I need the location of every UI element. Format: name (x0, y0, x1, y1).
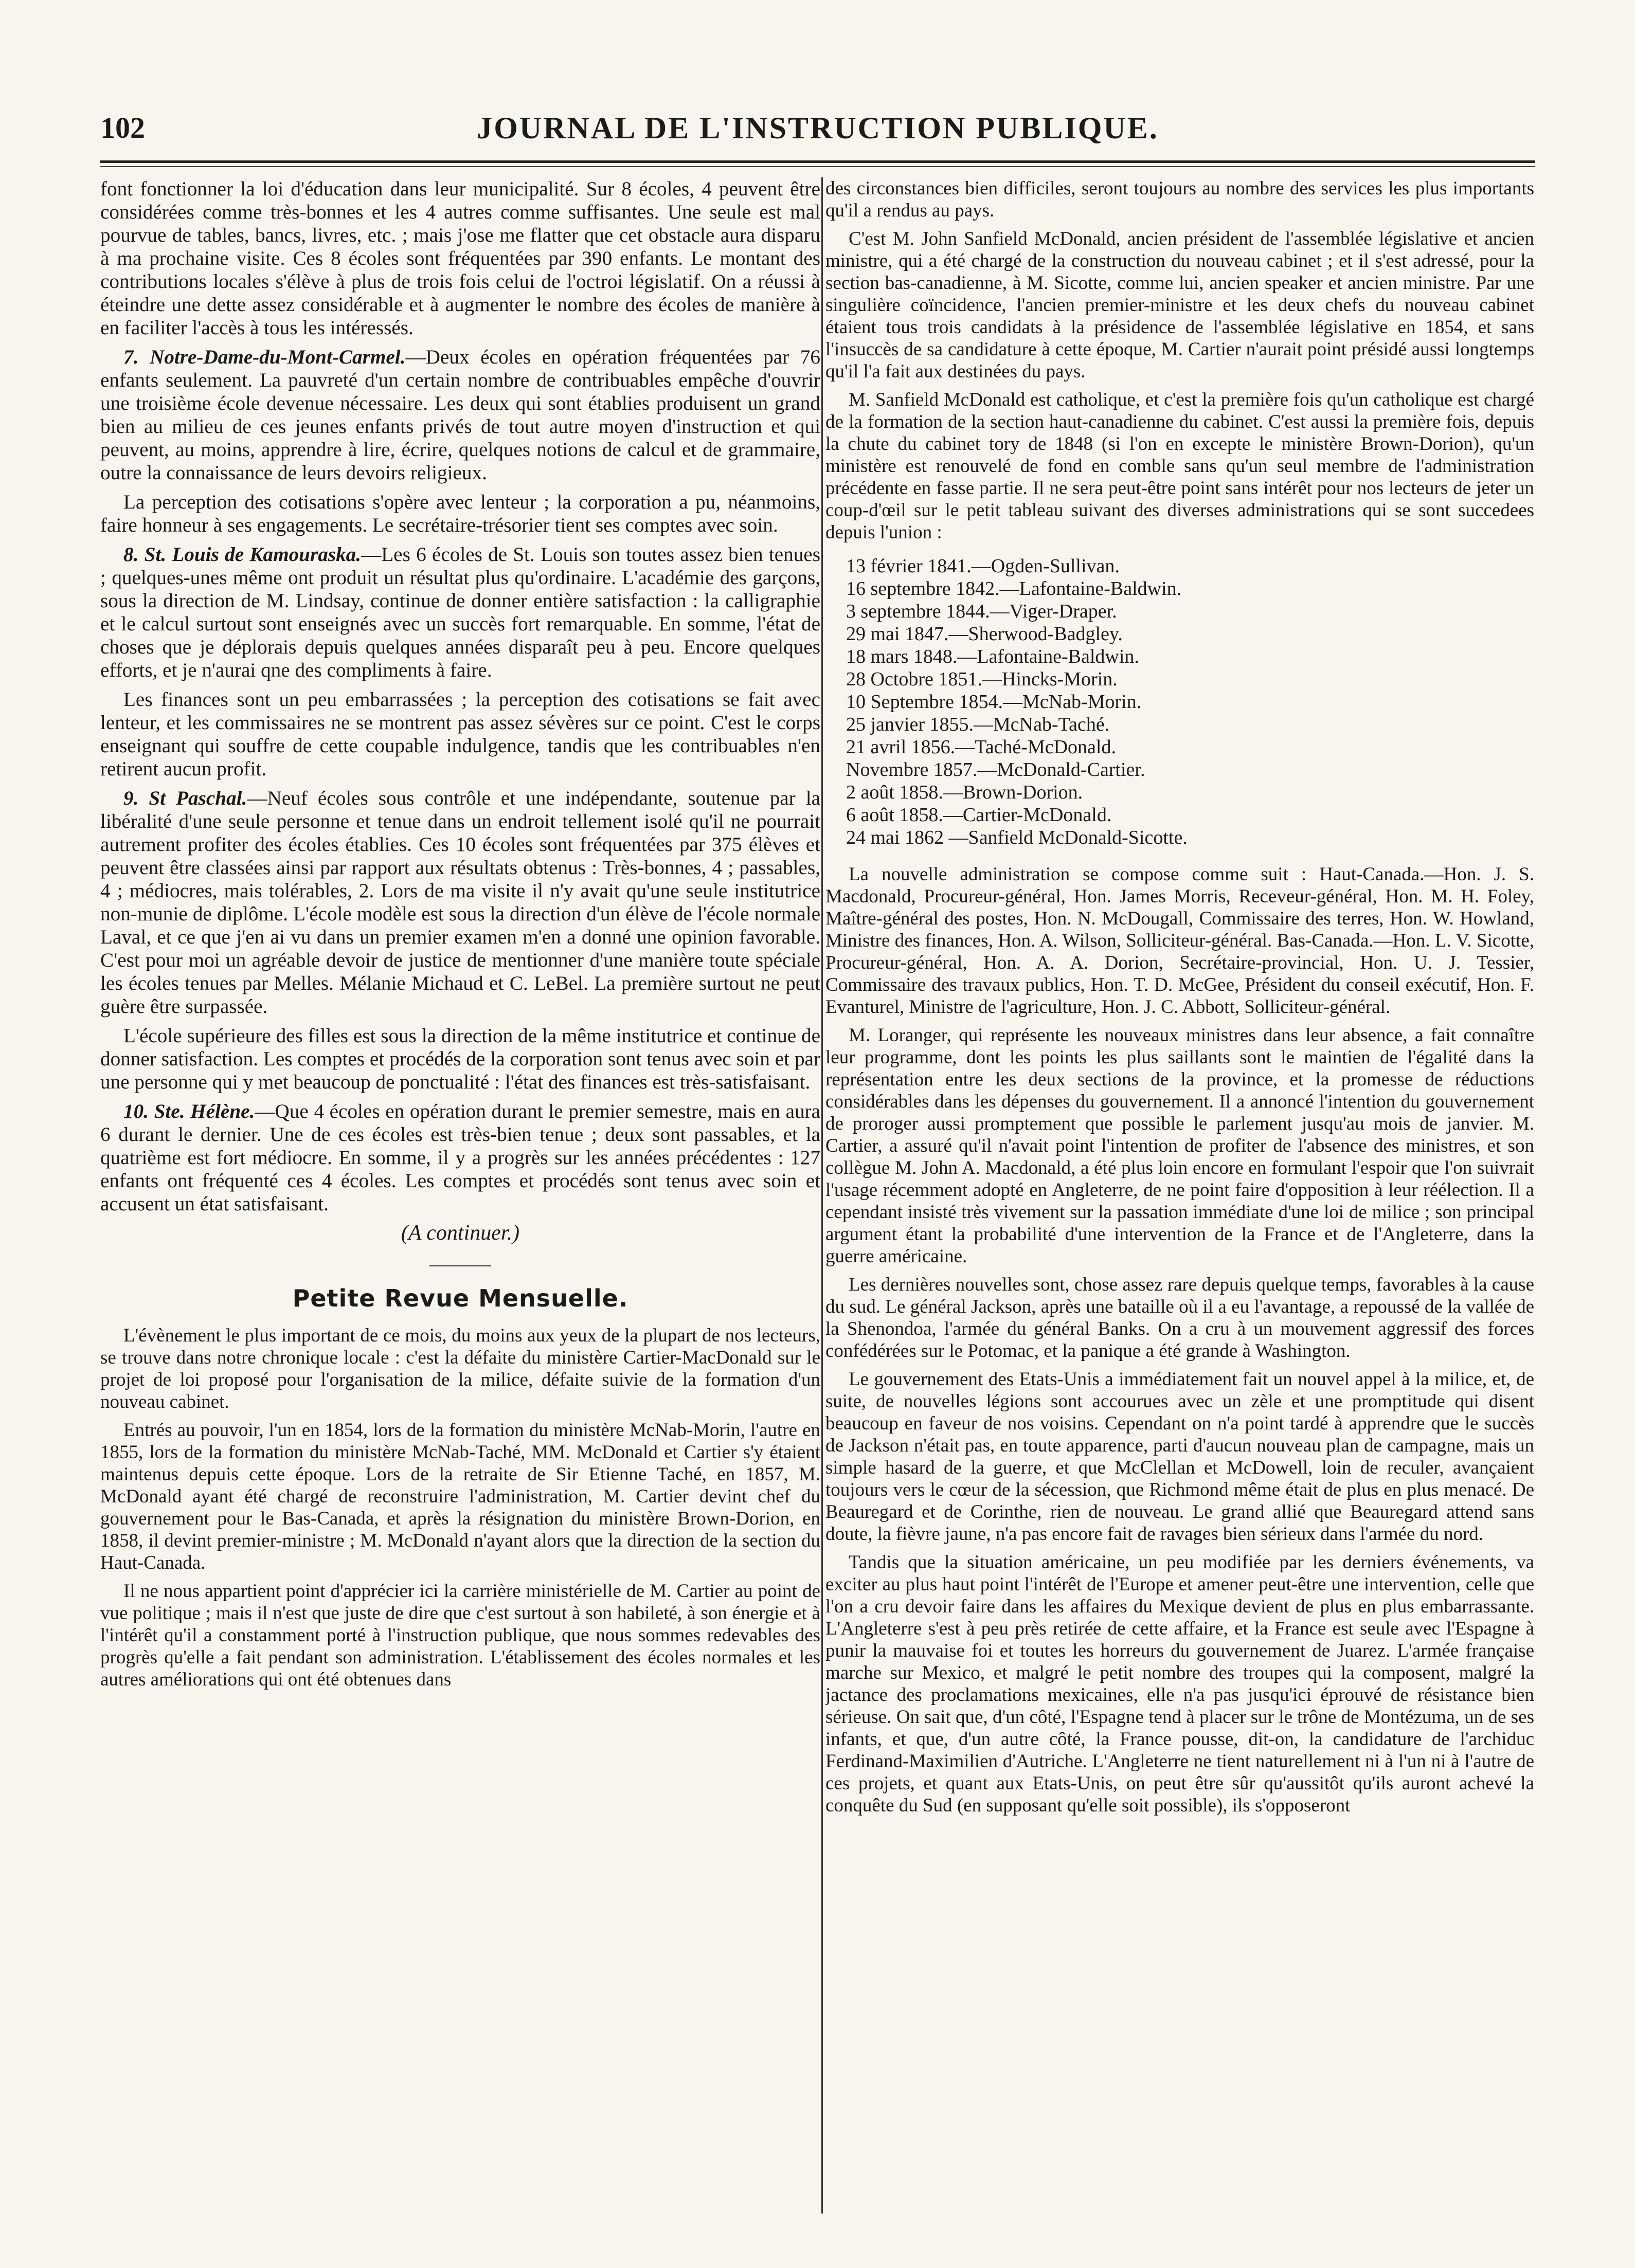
list-item: Novembre 1857.—McDonald-Cartier. (846, 759, 1145, 781)
section-name: 8. St. Louis de Kamouraska. (123, 543, 362, 566)
list-item: 18 mars 1848.—Lafontaine-Baldwin. (846, 646, 1139, 667)
paragraph: Tandis que la situation américaine, un peu modifiée par les derniers événements, va exciter au plus haut point l'intérêt de l'Europe et amener peut-être une intervention, celle que l'on a cru devoir faire dans les affaires du Mexique devient de plus en plus embarrassante. L'Angleterre s'est à peu près retirée de cette affaire, et la France est seule avec l'Espagne à punir la mauvaise foi et toutes les horreurs du gouvernement de Juarez. L'armée française marche sur Mexico, et malgré le petit nombre des troupes qui la composent, malgré la jactance des proclamations mexicaines, elle n'a pas jusqu'ici éprouvé de résistance bien sérieuse. On sait que, d'un côté, l'Espagne tend à placer sur le trône de Montézuma, un de ses infants, et que, d'un autre côté, la France pousse, dit-on, la candidature de l'archiduc Ferdinand-Maximilien d'Autriche. L'Angleterre ne tient naturellement ni à l'un ni à l'autre de ces projets, et quant aux Etats-Unis, on peut être sûr qu'aussitôt qu'ils auront achevé la conquête du Sud (en supposant qu'elle soit possible), ils s'opposeront (825, 1552, 1534, 1816)
section-8 (100, 543, 820, 682)
section-name: 10. Ste. Hélène. (123, 1100, 255, 1122)
administrations-list (846, 555, 1534, 849)
paragraph: L'évènement le plus important de ce mois, du moins aux yeux de la plupart de nos lecteurs, se trouve dans notre chronique locale : c'est la défaite du ministère Cartier-MacDonald sur le projet de loi proposé pour l'organisation de la milice, défaite suivie de la formation d'un nouveau cabinet. (100, 1325, 820, 1412)
column-divider (821, 177, 823, 2213)
section-name: 7. Notre-Dame-du-Mont-Carmel. (123, 346, 406, 368)
section-text: —Deux écoles en opération fréquentées par 76 enfants seulement. La pauvreté d'un certain nombre de contribuables empêche d'ouvrir une troisième école devenue nécessaire. Les deux qui sont établies produisent un grand bien au milieu de ces jeunes enfants privés de tout autre moyen d'instruction et qui peuvent, au moins, apprendre à lire, écrire, quelques notions de calcul et de grammaire, outre la connaissance de leurs devoirs religieux. (100, 346, 820, 484)
list-item: 6 août 1858.—Cartier-McDonald. (846, 804, 1112, 826)
list-item: 10 Septembre 1854.—McNab-Morin. (846, 691, 1142, 713)
list-item: 2 août 1858.—Brown-Dorion. (846, 782, 1083, 803)
paragraph: des circonstances bien difficiles, seront toujours au nombre des services les plus importants qu'il a rendus au pays. (825, 178, 1534, 221)
list-item: 21 avril 1856.—Taché-McDonald. (846, 736, 1116, 758)
paragraph: Les dernières nouvelles sont, chose assez rare depuis quelque temps, favorables à la cause du sud. Le général Jackson, après une bataille où il a eu l'avantage, a repoussé de la vallée de la Shenondoa, l'armée du général Banks. On a cru à un mouvement aggressif des forces confédérées sur le Potomac, et la panique a été grande à Washington. (825, 1274, 1534, 1362)
paragraph: L'école supérieure des filles est sous la direction de la même institutrice et continue de donner satisfaction. Les comptes et procédés de la corporation sont tenus avec soin et par une personne qui y met beaucoup de ponctualité : l'état des finances est très-satisfaisant. (100, 1025, 820, 1093)
right-column (825, 177, 1534, 2224)
list-item: 29 mai 1847.—Sherwood-Badgley. (846, 623, 1123, 645)
left-column (100, 177, 820, 2224)
list-item: 25 janvier 1855.—McNab-Taché. (846, 714, 1110, 735)
continuation-note: (A continuer.) (401, 1221, 520, 1245)
section-name: 9. St Paschal. (123, 787, 247, 809)
section-text: —Que 4 écoles en opération durant le premier semestre, mais en aura 6 durant le dernier. Une de ces écoles est très-bien tenue ; deux sont passables, et la quatrième est fort médiocre. En somme, il y a progrès sur les années précédentes : 127 enfants ont fréquenté ces 4 écoles. Les comptes et procédés sont tenus avec soin et accusent un état satisfaisant. (100, 1100, 820, 1215)
section-title: Petite Revue Mensuelle. (292, 1284, 628, 1312)
section-10 (100, 1100, 820, 1215)
journal-title: JOURNAL DE L'INSTRUCTION PUBLIQUE. (477, 111, 1159, 145)
list-item: 16 septembre 1842.—Lafontaine-Baldwin. (846, 578, 1182, 600)
paragraph: M. Sanfield McDonald est catholique, et c'est la première fois qu'un catholique est chargé de la formation de la section haut-canadienne du cabinet. C'est aussi la première fois, depuis la chute du cabinet tory de 1848 (si l'on en excepte le ministère Brown-Dorion), qu'un ministère est renouvelé de fond en comble sans qu'un seul membre de l'administration précédente en fasse partie. Il ne sera peut-être point sans intérêt pour nos lecteurs de jeter un coup-d'œil sur le petit tableau suivant des diverses administrations qui se sont succedees depuis l'union : (825, 389, 1534, 543)
divider (429, 1265, 491, 1266)
paragraph: La nouvelle administration se compose comme suit : Haut-Canada.—Hon. J. S. Macdonald, Procureur-général, Hon. James Morris, Receveur-général, Hon. M. H. Foley, Maître-général des postes, Hon. N. McDougall, Commissaire des terres, Hon. W. Howland, Ministre des finances, Hon. A. Wilson, Solliciteur-général. Bas-Canada.—Hon. L. V. Sicotte, Procureur-général, Hon. A. A. Dorion, Secrétaire-provincial, Hon. U. J. Tessier, Commissaire des travaux publics, Hon. T. D. McGee, Président du conseil exécutif, Hon. F. Evanturel, Ministre de l'agriculture, Hon. J. C. Abbott, Solliciteur-général. (825, 864, 1534, 1018)
list-item: 3 septembre 1844.—Viger-Draper. (846, 601, 1117, 622)
paragraph: La perception des cotisations s'opère avec lenteur ; la corporation a pu, néanmoins, faire honneur à ses engagements. Le secrétaire-trésorier tient ses comptes avec soin. (100, 491, 820, 536)
paragraph: Le gouvernement des Etats-Unis a immédiatement fait un nouvel appel à la milice, et, de suite, de nouvelles légions sont accourues avec un zèle et une promptitude qui disent beaucoup en faveur de nos voisins. Cependant on n'a point tardé à apprendre que le succès de Jackson n'était pas, en toute apparence, parti d'aucun nouveau plan de campagne, mais un simple hasard de la guerre, et que McClellan et McDowell, loin de reculer, avançaient toujours vers le cœur de la sécession, que Richmond même était de plus en plus menacé. De Beauregard et de Corinthe, rien de nouveau. Le grand allié que Beauregard attend sans doute, la fièvre jaune, n'a pas encore fait de ravages bien sérieux dans l'armée du nord. (825, 1369, 1534, 1545)
section-text: —Neuf écoles sous contrôle et une indépendante, soutenue par la libéralité d'une seule personne et tenue dans un endroit tellement isolé qu'il ne pourrait autrement profiter des écoles établies. Ces 10 écoles sont fréquentées par 375 élèves et peuvent être classées ainsi par rapport aux résultats obtenus : Très-bonnes, 4 ; passables, 4 ; médiocres, mais tolérables, 2. Lors de ma visite il n'y avait qu'une seule institutrice non-munie de diplôme. L'école modèle est sous la direction d'un élève de l'école normale Laval, et ce que j'en ai vu dans un premier examen m'en a donné une opinion favorable. C'est pour moi un agréable devoir de justice de mentionner d'une manière toute spéciale les écoles tenues par Melles. Mélanie Michaud et C. LeBel. La première surtout ne peut guère être surpassée. (100, 787, 820, 1018)
list-item: 24 mai 1862 —Sanfield McDonald-Sicotte. (846, 827, 1188, 848)
paragraph: Les finances sont un peu embarrassées ; la perception des cotisations se fait avec lenteur, et les commissaires ne se montrent pas assez sévères sur ce point. C'est le corps enseignant qui souffre de cette coupable indulgence, tandis que les contribuables n'en retirent aucun profit. (100, 688, 820, 780)
section-9 (100, 787, 820, 1018)
section-7 (100, 346, 820, 484)
paragraph: M. Loranger, qui représente les nouveaux ministres dans leur absence, a fait connaître leur programme, dont les points les plus saillants sont le maintien de l'égalité dans la représentation entre les deux sections de la province, et la promesse de réductions considérables dans les dépenses du gouvernement. Il a annoncé l'intention du gouvernement de proroger aussi promptement que possible le parlement jusqu'au mois de janvier. M. Cartier, a assuré qu'il n'avait point l'intention de profiter de l'absence des ministres, et son collègue M. John A. Macdonald, a été plus loin encore en formulant l'espoir que l'on suivrait l'usage récemment adopté en Angleterre, de ne point faire d'opposition à leur réélection. Il a cependant insisté très vivement sur la passation immédiate d'une loi de milice ; son principal argument étant la probabilité d'une intervention de la France et de l'Angleterre, dans la guerre américaine. (825, 1025, 1534, 1267)
paragraph: C'est M. John Sanfield McDonald, ancien président de l'assemblée législative et ancien ministre, qui a été chargé de la construction du nouveau cabinet ; et il s'est adressé, pour la section bas-canadienne, à M. Sicotte, comme lui, ancien speaker et ancien ministre. Par une singulière coïncidence, l'ancien premier-ministre et les deux chefs du nouveau cabinet étaient tous trois candidats à la présidence de l'assemblée législative en 1854, et sans l'insuccès de sa candidature à cette époque, M. Cartier n'aurait point présidé aussi longtemps qu'il l'a fait aux destinées du pays. (825, 228, 1534, 382)
paragraph: Il ne nous appartient point d'apprécier ici la carrière ministérielle de M. Cartier au point de vue politique ; mais il n'est que juste de dire que c'est surtout à son habileté, à son énergie et à l'intérêt qu'il a constamment porté à l'instruction publique, que nous sommes redevables des progrès qu'elle a fait pendant son administration. L'établissement des écoles normales et les autres améliorations qui ont été obtenues dans (100, 1581, 820, 1690)
paragraph: font fonctionner la loi d'éducation dans leur municipalité. Sur 8 écoles, 4 peuvent être considérées comme très-bonnes et les 4 autres comme suffisantes. Une seule est mal pourvue de tables, bancs, livres, etc. ; mais j'ose me flatter que cet obstacle aura disparu à ma prochaine visite. Ces 8 écoles sont fréquentées par 390 enfants. Le montant des contributions locales s'élève à plus de trois fois celui de l'octroi législatif. On a réussi à éteindre une dette assez considérable et à augmenter le nombre des écoles de manière à en faciliter l'accès à tous les intéressés. (100, 178, 820, 339)
section-text: —Les 6 écoles de St. Louis son toutes assez bien tenues ; quelques-unes même ont produit un résultat plus qu'ordinaire. L'académie des garçons, sous la direction de M. Lindsay, continue de donner entière satisfaction : la calligraphie et le calcul surtout sont enseignés avec un succès fort remarquable. En somme, l'état de choses que je déplorais depuis quelques années disparaît peu à peu. Encore quelques efforts, et je n'aurai qne des compliments à faire. (100, 543, 820, 681)
list-item: 13 février 1841.—Ogden-Sullivan. (846, 555, 1120, 577)
page-header (100, 100, 1535, 157)
header-rule (100, 160, 1535, 167)
paragraph: Entrés au pouvoir, l'un en 1854, lors de la formation du ministère McNab-Morin, l'autre en 1855, lors de la formation du ministère McNab-Taché, MM. McDonald et Cartier s'y étaient maintenus depuis cette époque. Lors de la retraite de Sir Etienne Taché, en 1857, M. McDonald ayant été chargé de reconstruire l'administration, M. Cartier devint chef du gouvernement pour le Bas-Canada, et après la résignation du ministère Brown-Dorion, en 1858, il devint premier-ministre ; M. McDonald n'ayant alors que la direction de la section du Haut-Canada. (100, 1420, 820, 1573)
list-item: 28 Octobre 1851.—Hincks-Morin. (846, 668, 1118, 690)
page-number: 102 (100, 111, 145, 144)
